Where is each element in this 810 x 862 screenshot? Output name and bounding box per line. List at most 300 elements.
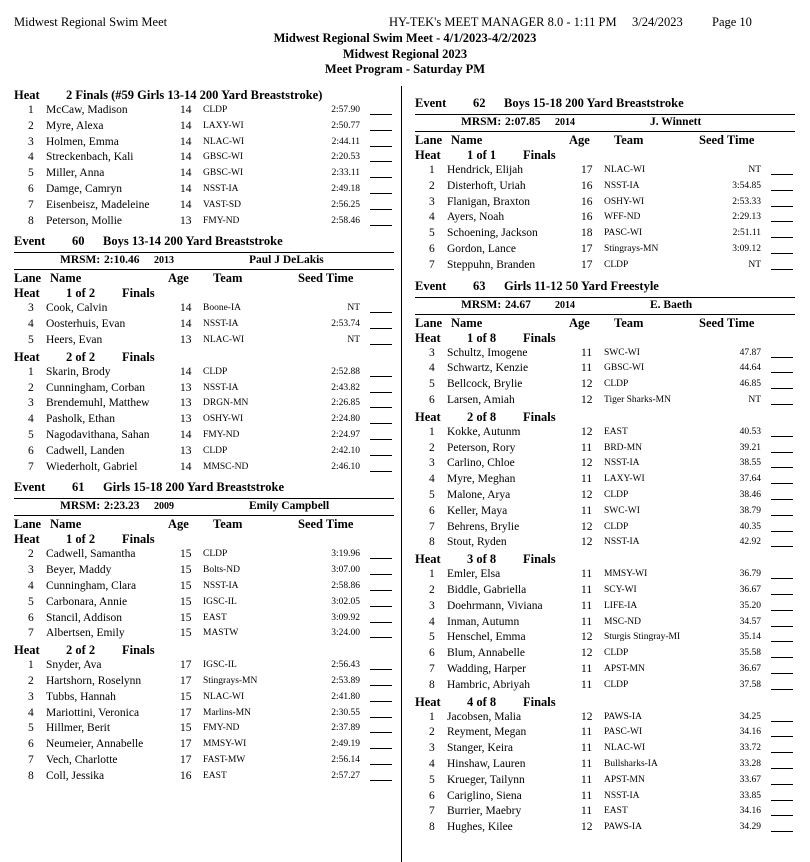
lane-number: 6 <box>28 611 34 624</box>
swimmer-team: PAWS-IA <box>604 822 642 833</box>
heat-header <box>14 532 394 548</box>
lane-number: 7 <box>429 258 435 271</box>
swimmer-name: Heers, Evan <box>46 333 103 346</box>
seed-time: 3:24.00 <box>331 628 360 639</box>
entry-row <box>14 659 394 675</box>
swimmer-name: Holmen, Emma <box>46 135 119 148</box>
seed-time: 36.79 <box>739 569 761 580</box>
event-number: 61 <box>72 480 85 495</box>
swimmer-name: Hartshorn, Roselynn <box>46 674 142 687</box>
entry-row <box>14 675 394 691</box>
seed-time: 34.16 <box>739 806 761 817</box>
swimmer-name: Schwartz, Kenzie <box>447 362 529 375</box>
lane-number: 8 <box>28 214 34 227</box>
entry-row <box>415 347 795 363</box>
entry-row <box>415 473 795 489</box>
entry-row <box>14 413 394 429</box>
swimmer-team: IGSC-IL <box>203 596 237 607</box>
record-time: 2:23.23 <box>104 500 140 513</box>
swimmer-age: 11 <box>581 599 593 612</box>
result-blank-line <box>370 717 392 718</box>
swimmer-name: Pasholk, Ethan <box>46 413 115 426</box>
swimmer-team: CLDP <box>604 521 629 532</box>
entry-row <box>14 136 394 152</box>
swimmer-name: Streckenbach, Kali <box>46 151 134 164</box>
swimmer-team: Bolts-ND <box>203 565 240 576</box>
event-name: Girls 15-18 200 Yard Breaststroke <box>103 480 285 495</box>
lane-number: 1 <box>28 659 34 672</box>
result-blank-line <box>370 177 392 178</box>
record-year: 2014 <box>555 117 575 128</box>
heat-label: Heat <box>14 286 40 301</box>
entry-row <box>14 770 394 786</box>
swimmer-team: IGSC-IL <box>203 660 237 671</box>
result-blank-line <box>771 452 793 453</box>
column-headers <box>415 315 795 331</box>
heat-of: 4 of 8 <box>467 694 497 709</box>
result-blank-line <box>370 669 392 670</box>
swimmer-age: 11 <box>581 504 593 517</box>
meet-title: Midwest Regional Swim Meet - 4/1/2023-4/2/2023 <box>273 31 537 45</box>
swimmer-age: 14 <box>180 151 192 164</box>
entry-row <box>14 445 394 461</box>
entry-row <box>14 429 394 445</box>
swimmer-name: Ayers, Noah <box>447 211 505 224</box>
swimmer-name: Wadding, Harper <box>447 662 526 675</box>
swimmer-age: 11 <box>581 805 593 818</box>
entry-row <box>415 259 795 275</box>
swimmer-age: 16 <box>180 769 192 782</box>
swimmer-team: GBSC-WI <box>203 152 244 163</box>
entry-row <box>415 711 795 727</box>
swimmer-age: 13 <box>180 381 192 394</box>
result-blank-line <box>370 312 392 313</box>
entry-row <box>14 334 394 350</box>
seed-time: 2:24.80 <box>331 414 360 425</box>
swimmer-team: FAST-MW <box>203 754 246 765</box>
col-age: Age <box>168 517 189 532</box>
seed-time: 33.28 <box>739 758 761 769</box>
seed-time: 2:51.11 <box>732 228 761 239</box>
col-seed: Seed Time <box>298 517 354 532</box>
swimmer-name: Biddle, Gabriella <box>447 583 527 596</box>
result-blank-line <box>370 114 392 115</box>
entry-row <box>415 616 795 632</box>
result-blank-line <box>771 610 793 611</box>
entry-row <box>415 600 795 616</box>
lane-number: 1 <box>429 425 435 438</box>
event-header <box>14 480 394 497</box>
entry-row <box>415 211 795 227</box>
result-blank-line <box>771 800 793 801</box>
swimmer-age: 11 <box>581 615 593 628</box>
lane-number: 6 <box>28 444 34 457</box>
event-header <box>14 234 394 251</box>
result-blank-line <box>370 423 392 424</box>
seed-time: 36.67 <box>739 584 761 595</box>
swimmer-age: 15 <box>180 579 192 592</box>
event-name: Girls 11-12 50 Yard Freestyle <box>504 278 659 293</box>
seed-time: 2:42.10 <box>331 445 360 456</box>
swimmer-name: Carbonara, Annie <box>46 595 128 608</box>
lane-number: 3 <box>429 346 435 359</box>
swimmer-team: EAST <box>203 612 227 623</box>
swimmer-team: CLDP <box>604 259 629 270</box>
event-number: 62 <box>473 96 486 110</box>
lane-number: 2 <box>28 548 34 561</box>
swimmer-age: 14 <box>180 135 192 148</box>
seed-time: 44.64 <box>739 363 761 374</box>
entry-row <box>415 568 795 584</box>
swimmer-age: 11 <box>581 742 593 755</box>
swimmer-team: MSC-ND <box>604 616 641 627</box>
meet-subtitle: Midwest Regional 2023 <box>342 47 468 61</box>
result-blank-line <box>771 689 793 690</box>
swimmer-name: Malone, Arya <box>447 488 511 501</box>
entry-row <box>415 505 795 521</box>
swimmer-name: Schultz, Imogene <box>447 346 528 359</box>
seed-time: 2:53.33 <box>732 196 761 207</box>
col-age: Age <box>569 133 590 147</box>
event-number: 60 <box>72 234 85 249</box>
swimmer-team: APST-MN <box>604 774 645 785</box>
swimmer-name: Reyment, Megan <box>447 726 527 739</box>
seed-time: 2:58.46 <box>331 215 360 226</box>
swimmer-age: 14 <box>180 302 192 315</box>
swimmer-name: Stout, Ryden <box>447 536 507 549</box>
result-blank-line <box>771 436 793 437</box>
result-blank-line <box>771 467 793 468</box>
lane-number: 3 <box>28 397 34 410</box>
entry-row <box>14 548 394 564</box>
entry-row <box>415 243 795 259</box>
swimmer-name: Bellcock, Brylie <box>447 378 523 391</box>
entry-row <box>415 457 795 473</box>
swimmer-name: Keller, Maya <box>447 504 508 517</box>
seed-time: 38.79 <box>739 505 761 516</box>
result-blank-line <box>370 701 392 702</box>
result-blank-line <box>771 253 793 254</box>
entry-row <box>415 362 795 378</box>
swimmer-age: 15 <box>180 722 192 735</box>
seed-time: 46.85 <box>739 379 761 390</box>
entry-row <box>415 521 795 537</box>
lane-number: 7 <box>28 627 34 640</box>
result-blank-line <box>370 392 392 393</box>
result-blank-line <box>370 574 392 575</box>
entry-row <box>14 104 394 120</box>
swimmer-age: 14 <box>180 198 192 211</box>
heat-header <box>415 331 795 347</box>
seed-time: 35.20 <box>739 600 761 611</box>
swimmer-team: PAWS-IA <box>604 711 642 722</box>
swimmer-name: Hendrick, Elijah <box>447 164 524 176</box>
swimmer-age: 18 <box>581 227 593 240</box>
software-version: HY-TEK's MEET MANAGER 8.0 - 1:11 PM <box>389 15 617 29</box>
swimmer-age: 14 <box>180 182 192 195</box>
lane-number: 4 <box>429 615 435 628</box>
continued-heat <box>14 88 394 230</box>
swimmer-team: PASC-WI <box>604 727 643 738</box>
swimmer-age: 17 <box>180 659 192 672</box>
event-block <box>14 480 394 785</box>
record-year: 2014 <box>555 299 575 311</box>
result-blank-line <box>370 764 392 765</box>
swimmer-team: CLDP <box>604 648 629 659</box>
swimmer-team: APST-MN <box>604 663 645 674</box>
heat-header <box>14 88 394 104</box>
program-title: Meet Program - Saturday PM <box>324 62 486 76</box>
swimmer-team: CLDP <box>203 366 228 377</box>
swimmer-name: Emler, Elsa <box>447 568 501 581</box>
swimmer-team: LAXY-WI <box>203 120 244 131</box>
swimmer-team: NSST-IA <box>604 537 640 548</box>
record-time: 2:07.85 <box>505 116 541 128</box>
entry-row <box>14 366 394 382</box>
entry-row <box>14 183 394 199</box>
entry-row <box>415 647 795 663</box>
swimmer-team: LIFE-IA <box>604 600 638 611</box>
lane-number: 2 <box>28 381 34 394</box>
lane-number: 2 <box>28 674 34 687</box>
swimmer-name: Doehrmann, Viviana <box>447 599 543 612</box>
entry-row <box>14 151 394 167</box>
col-seed: Seed Time <box>699 133 755 147</box>
col-lane: Lane <box>415 133 443 147</box>
lane-number: 3 <box>429 195 435 208</box>
swimmer-age: 12 <box>581 647 593 660</box>
lane-number: 3 <box>28 690 34 703</box>
swimmer-age: 13 <box>180 413 192 426</box>
record-time: 24.67 <box>505 298 531 311</box>
swimmer-name: McCaw, Madison <box>46 104 128 116</box>
heat-label: Heat <box>14 349 40 364</box>
lane-number: 6 <box>429 242 435 255</box>
seed-time: 33.67 <box>739 774 761 785</box>
heat-type: Finals <box>523 552 556 567</box>
swimmer-name: Blum, Annabelle <box>447 647 525 660</box>
seed-time: 34.16 <box>739 727 761 738</box>
swimmer-age: 11 <box>581 362 593 375</box>
result-blank-line <box>771 736 793 737</box>
lane-number: 5 <box>429 773 435 786</box>
result-blank-line <box>771 221 793 222</box>
record-holder: J. Winnett <box>650 116 702 128</box>
heat-of: 1 of 8 <box>467 330 497 345</box>
swimmer-team: NLAC-WI <box>604 743 646 754</box>
swimmer-name: Cadwell, Landen <box>46 444 125 457</box>
event-block <box>14 234 394 476</box>
entry-row <box>14 596 394 612</box>
heat-label: Heat <box>415 330 441 345</box>
swimmer-age: 11 <box>581 726 593 739</box>
result-blank-line <box>771 357 793 358</box>
result-blank-line <box>771 641 793 642</box>
seed-time: 33.72 <box>739 743 761 754</box>
swimmer-team: NLAC-WI <box>203 334 245 345</box>
lane-number: 7 <box>429 805 435 818</box>
swimmer-name: Nagodavithana, Sahan <box>46 428 150 441</box>
swimmer-age: 11 <box>581 568 593 581</box>
entry-row <box>415 489 795 505</box>
event-label: Event <box>415 278 447 293</box>
result-blank-line <box>771 269 793 270</box>
result-blank-line <box>771 372 793 373</box>
swimmer-name: Cunningham, Clara <box>46 579 137 592</box>
entry-row <box>415 196 795 212</box>
entry-row <box>14 691 394 707</box>
result-blank-line <box>771 483 793 484</box>
result-blank-line <box>370 685 392 686</box>
swimmer-team: SWC-WI <box>604 505 640 516</box>
col-team: Team <box>614 315 644 330</box>
entry-row <box>415 726 795 742</box>
swimmer-age: 16 <box>581 179 593 192</box>
swimmer-name: Kokke, Autunm <box>447 425 521 438</box>
heat-header <box>415 695 795 711</box>
seed-time: NT <box>347 334 360 345</box>
lane-number: 5 <box>28 333 34 346</box>
col-name: Name <box>451 133 483 147</box>
seed-time: 40.53 <box>739 426 761 437</box>
entry-row <box>14 382 394 398</box>
heat-of: 2 of 2 <box>66 349 96 364</box>
lane-number: 4 <box>429 362 435 375</box>
swimmer-age: 14 <box>180 428 192 441</box>
result-blank-line <box>370 439 392 440</box>
seed-time: 38.46 <box>739 489 761 500</box>
entry-row <box>415 227 795 243</box>
swimmer-age: 17 <box>581 164 593 176</box>
swimmer-age: 12 <box>581 393 593 406</box>
swimmer-team: PASC-WI <box>604 228 643 239</box>
seed-time: 2:43.82 <box>331 382 360 393</box>
lane-number: 5 <box>429 378 435 391</box>
event-number: 63 <box>473 278 486 293</box>
swimmer-name: Cunningham, Corban <box>46 381 146 394</box>
swimmer-team: EAST <box>604 426 628 437</box>
lane-number: 3 <box>429 457 435 470</box>
lane-number: 1 <box>28 365 34 378</box>
result-blank-line <box>370 146 392 147</box>
seed-time: 2:53.89 <box>331 675 360 686</box>
swimmer-team: NSST-IA <box>203 382 239 393</box>
swimmer-name: Henschel, Emma <box>447 631 526 644</box>
heat-header <box>415 148 795 164</box>
result-blank-line <box>370 328 392 329</box>
lane-number: 4 <box>28 318 34 331</box>
swimmer-name: Snyder, Ava <box>46 659 102 672</box>
seed-time: 35.58 <box>739 648 761 659</box>
entry-row <box>14 580 394 596</box>
lane-number: 8 <box>28 769 34 782</box>
lane-number: 3 <box>28 564 34 577</box>
record-year: 2009 <box>154 501 174 513</box>
entry-row <box>415 164 795 180</box>
result-blank-line <box>771 831 793 832</box>
heat-of: 1 of 2 <box>66 532 96 547</box>
swimmer-age: 16 <box>581 195 593 208</box>
swimmer-age: 11 <box>581 441 593 454</box>
seed-time: NT <box>748 165 761 175</box>
lane-number: 5 <box>28 722 34 735</box>
entry-row <box>415 180 795 196</box>
swimmer-age: 11 <box>581 346 593 359</box>
swimmer-team: EAST <box>604 806 628 817</box>
lane-number: 7 <box>28 460 34 473</box>
heat-header <box>415 552 795 568</box>
seed-time: 2:56.14 <box>331 754 360 765</box>
seed-time: 2:41.80 <box>331 691 360 702</box>
entry-row <box>14 707 394 723</box>
seed-time: 2:24.97 <box>331 429 360 440</box>
swimmer-team: Stingrays-MN <box>604 243 659 254</box>
entry-row <box>14 754 394 770</box>
seed-time: 42.92 <box>739 537 761 548</box>
seed-time: 2:46.10 <box>331 461 360 472</box>
swimmer-name: Myre, Alexa <box>46 119 104 132</box>
seed-time: 2:56.43 <box>331 660 360 671</box>
entry-row <box>14 612 394 628</box>
swimmer-team: SCY-WI <box>604 584 637 595</box>
seed-time: 2:44.11 <box>331 136 360 147</box>
entry-row <box>415 742 795 758</box>
seed-time: 35.14 <box>739 632 761 643</box>
event-block <box>415 96 795 275</box>
swimmer-name: Peterson, Mollie <box>46 214 123 227</box>
swimmer-name: Behrens, Brylie <box>447 520 520 533</box>
swimmer-team: MMSC-ND <box>203 461 249 472</box>
result-blank-line <box>370 780 392 781</box>
swimmer-team: MMSY-WI <box>604 569 648 580</box>
seed-time: 34.25 <box>739 711 761 722</box>
swimmer-age: 15 <box>180 564 192 577</box>
event-header <box>415 279 795 296</box>
lane-number: 5 <box>429 488 435 501</box>
swimmer-team: WFF-ND <box>604 212 641 223</box>
swimmer-name: Carlino, Chloe <box>447 457 515 470</box>
col-name: Name <box>50 271 82 286</box>
seed-time: 37.58 <box>739 679 761 690</box>
entry-row <box>415 378 795 394</box>
heat-label: Heat <box>415 148 441 162</box>
lane-number: 2 <box>429 179 435 192</box>
swimmer-team: DRGN-MN <box>203 398 249 409</box>
lane-number: 3 <box>429 742 435 755</box>
swimmer-age: 11 <box>581 583 593 596</box>
entry-row <box>14 397 394 413</box>
seed-time: 2:56.25 <box>331 199 360 210</box>
result-blank-line <box>370 225 392 226</box>
lane-number: 1 <box>429 164 435 176</box>
result-blank-line <box>771 815 793 816</box>
seed-time: 47.87 <box>739 347 761 358</box>
right-column <box>415 96 795 837</box>
swimmer-age: 15 <box>180 595 192 608</box>
seed-time: 2:37.89 <box>331 723 360 734</box>
swimmer-team: GBSC-WI <box>203 168 244 179</box>
result-blank-line <box>771 784 793 785</box>
lane-number: 1 <box>28 104 34 116</box>
seed-time: NT <box>347 303 360 314</box>
swimmer-age: 13 <box>180 214 192 227</box>
swimmer-age: 15 <box>180 548 192 561</box>
col-seed: Seed Time <box>699 315 755 330</box>
result-blank-line <box>771 752 793 753</box>
seed-time: 3:09.12 <box>732 243 761 254</box>
result-blank-line <box>370 590 392 591</box>
heat-header <box>14 350 394 366</box>
